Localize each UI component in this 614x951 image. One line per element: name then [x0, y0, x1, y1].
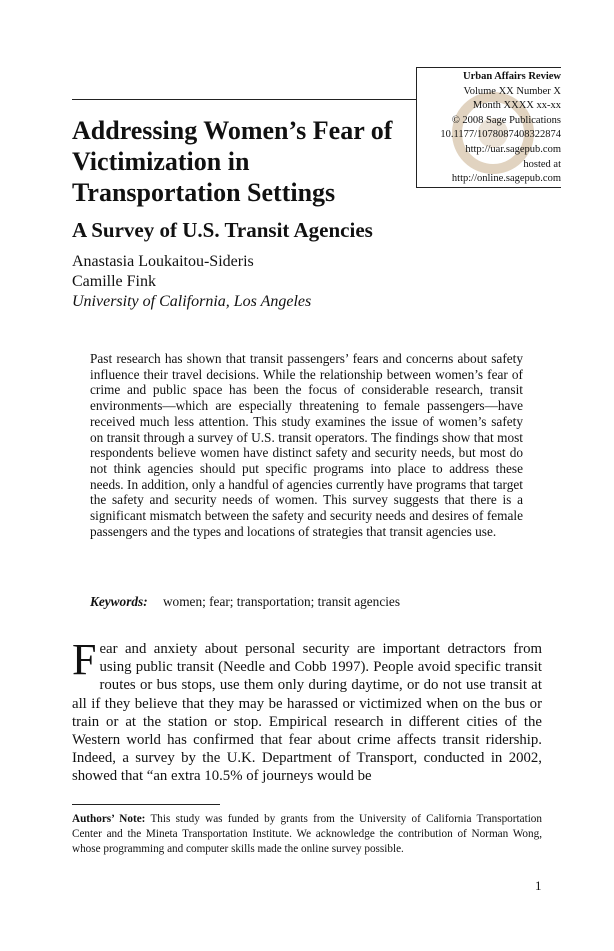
- keywords-terms: women; fear; transportation; transit agencies: [162, 594, 400, 609]
- article-subtitle: A Survey of U.S. Transit Agencies: [72, 218, 373, 242]
- journal-url[interactable]: http://uar.sagepub.com: [465, 143, 561, 155]
- body-text: ear and anxiety about personal security are important detractors from using public transit (Needle and Cobb 1997). People avoid specific transit routes or bus stops, use them only during daytime, or do not use transit at all if they believe that they may be harassed or victimized when on the bus or train or at the station or stop. Empirical research in different cities of the Western world has confirmed that fear about crime affects transit ridership. Indeed, a survey by the U.K. Department of Transport, conducted in 2002, showed that “an extra 10.5% of journeys would be: [72, 641, 542, 785]
- author-name: Camille Fink: [72, 273, 156, 290]
- header-rule: [72, 99, 417, 100]
- author-affiliation: University of California, Los Angeles: [72, 293, 312, 310]
- keywords: [90, 594, 400, 610]
- author-name: Anastasia Loukaitou-Sideris: [72, 253, 254, 270]
- article-title: Addressing Women’s Fear of Victimization in Transportation Settings: [72, 116, 393, 207]
- footnote: [72, 812, 542, 857]
- keywords-label: Keywords:: [90, 594, 148, 609]
- footnote-label: Authors’ Note:: [72, 813, 146, 825]
- abstract: Past research has shown that transit passengers’ fears and concerns about safety influence their travel decisions. While the relationship between women’s fear of crime and public space has been the focus of considerable research, transit environments—which are especially threatening to female passengers—have received much less attention. This study examines the issue of women’s safety on transit through a survey of U.S. transit operators. The findings show that most respondents believe women have distinct safety and security needs, but most do not think agencies should put specific programs into place to address these needs. In addition, only a handful of agencies currently have programs that target the safety and security needs of women. This survey suggests that there is a significant mismatch between the safety and security needs and desires of female passengers and the types and locations of strategies that transit agencies use.: [90, 351, 523, 539]
- footnote-text: This study was funded by grants from the University of California Transportation Center and the Mineta Transportation Institute. We acknowledge the contribution of Norman Wong, whose programming and computer skills made the online survey possible.: [72, 813, 542, 855]
- journal-host-url[interactable]: http://online.sagepub.com: [451, 173, 561, 185]
- page-number: 1: [535, 878, 542, 893]
- drop-cap: F: [72, 635, 97, 684]
- journal-doi: 10.1177/1078087408322874: [440, 129, 561, 141]
- journal-volume: Volume XX Number X: [463, 85, 561, 97]
- footnote-rule: [72, 804, 220, 805]
- author-block: [72, 252, 311, 312]
- body-paragraph: [72, 635, 542, 786]
- journal-info: [418, 70, 561, 187]
- journal-name: Urban Affairs Review: [463, 71, 561, 82]
- journal-hosted-label: hosted at: [523, 158, 561, 170]
- journal-copyright: © 2008 Sage Publications: [451, 114, 561, 126]
- journal-month: Month XXXX xx-xx: [472, 100, 561, 112]
